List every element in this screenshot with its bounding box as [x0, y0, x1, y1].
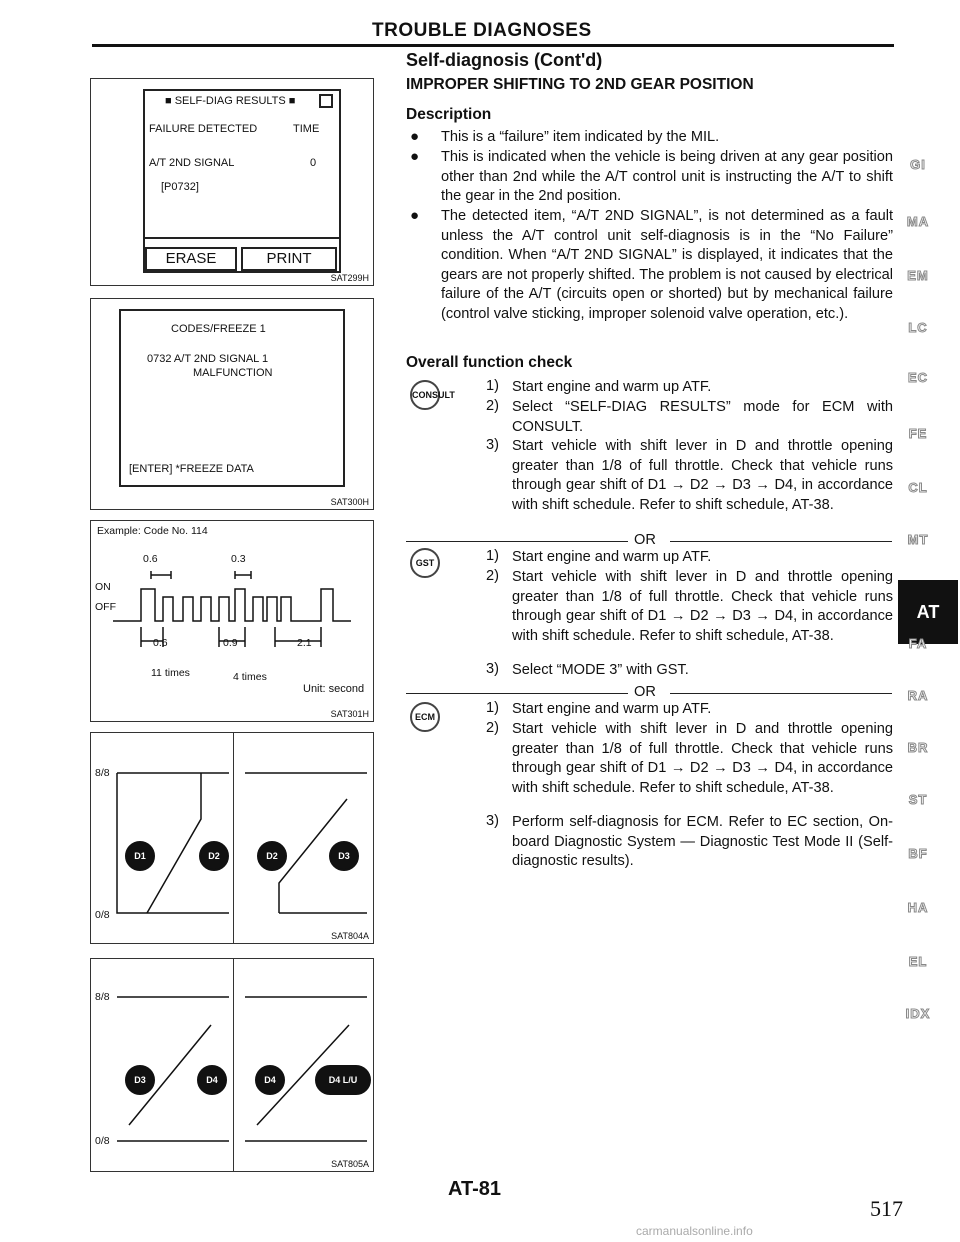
tab-bf[interactable]: BF [908, 846, 928, 861]
unit-label: Unit: second [303, 683, 365, 695]
description-bullet-3: The detected item, “A/T 2ND SIGNAL”, is not determined as a fault unless the A/T control unit self-diagnosis is in the “No Failure” condition. When “A/T 2ND SIGNAL” is displayed, it indicates that the gears are not properly shifted. The problem is not caused by electrical failure of the A/T (circuits open or shorted) but by mechanical failure (control valve sticking, improper solenoid valve operation, etc.). [441, 208, 893, 322]
gear-d4-badge-b: D4 [255, 1065, 285, 1095]
g1-step-2: Select “SELF-DIAG RESULTS” mode for ECM with CONSULT. [512, 399, 893, 435]
time-2-1: 2.1 [297, 637, 312, 649]
figure-ref-code: SAT301H [330, 709, 369, 719]
off-label: OFF [95, 601, 116, 613]
codes-freeze-title: CODES/FREEZE 1 [171, 323, 266, 335]
tab-em[interactable]: EM [907, 268, 929, 283]
example-title: Example: Code No. 114 [97, 525, 208, 537]
gear-d4-lu-badge: D4 L/U [315, 1065, 371, 1095]
throttle-bottom-label: 0/8 [95, 1135, 110, 1147]
g1-step-3: Start vehicle with shift lever in D and throttle opening greater than 1/8 of full throttle. Check that vehicle runs through gear shift of D1 → D2 → D3 → D4, in accordance with shift schedule. Refer to shift schedule, AT-38. [512, 438, 893, 513]
step-number: 3) [486, 813, 499, 829]
gear-d2-badge-b: D2 [257, 841, 287, 871]
description-bullet-1: This is a “failure” item indicated by the MIL. [441, 129, 720, 145]
section-subtitle: IMPROPER SHIFTING TO 2ND GEAR POSITION [406, 76, 754, 93]
step-number: 1) [486, 700, 499, 716]
tab-el[interactable]: EL [908, 954, 928, 969]
figure-mil-code-pattern [90, 520, 374, 722]
tab-lc[interactable]: LC [908, 320, 928, 335]
step-number: 2) [486, 398, 499, 414]
g2-step-1: Start engine and warm up ATF. [512, 549, 712, 565]
tab-mt[interactable]: MT [907, 532, 929, 547]
freeze-footer: [ENTER] *FREEZE DATA [129, 463, 254, 475]
tab-ra[interactable]: RA [907, 688, 929, 703]
tab-ec[interactable]: EC [907, 370, 929, 385]
step-number: 1) [486, 548, 499, 564]
figure-ref-code: SAT300H [330, 497, 369, 507]
checkbox-icon [319, 94, 333, 108]
figure-shift-d3-d4 [90, 958, 374, 1172]
figure-self-diag-results [90, 78, 374, 286]
tab-gi[interactable]: GI [910, 157, 926, 172]
consult-icon: CONSULT [410, 380, 440, 410]
tab-ha[interactable]: HA [907, 900, 929, 915]
throttle-top-label: 8/8 [95, 767, 110, 779]
time-0-9: 0.9 [223, 637, 238, 649]
bullet-dot: ● [410, 148, 420, 165]
or-divider-right [670, 693, 892, 694]
pulse-waveform [111, 567, 371, 657]
dtc-code: [P0732] [161, 181, 199, 193]
screen-title: ■ SELF-DIAG RESULTS ■ [165, 95, 296, 107]
gear-d2-badge: D2 [199, 841, 229, 871]
section-title: Self-diagnosis (Cont'd) [406, 50, 603, 70]
figure-ref-code: SAT804A [331, 931, 369, 941]
malfunction-label: MALFUNCTION [193, 367, 273, 379]
or-divider-right [670, 541, 892, 542]
g3-step-2: Start vehicle with shift lever in D and throttle opening greater than 1/8 of full throttle. Check that vehicle runs through gear shift of D1 → D2 → D3 → D4, in accordance with shift schedule. Refer to shift schedule, AT-38. [512, 721, 893, 796]
tab-fe[interactable]: FE [908, 426, 928, 441]
step-number: 2) [486, 720, 499, 736]
gst-icon: GST [410, 548, 440, 578]
throttle-bottom-label: 0/8 [95, 909, 110, 921]
step-number: 3) [486, 437, 499, 453]
time-label: TIME [293, 123, 320, 135]
description-heading: Description [406, 106, 492, 123]
header-rule [92, 44, 894, 47]
tab-idx[interactable]: IDX [905, 1006, 931, 1021]
gear-d4-badge: D4 [197, 1065, 227, 1095]
tab-at-active[interactable]: AT [898, 580, 958, 644]
step-number: 3) [486, 661, 499, 677]
page-number: 517 [870, 1196, 903, 1221]
item-label: A/T 2ND SIGNAL [149, 157, 235, 169]
g3-step-1: Start engine and warm up ATF. [512, 701, 712, 717]
erase-button[interactable]: ERASE [145, 247, 237, 271]
on-label: ON [95, 581, 111, 593]
time-0-6-top: 0.6 [143, 553, 158, 565]
gst-screen [119, 309, 345, 487]
step-number: 2) [486, 568, 499, 584]
tab-br[interactable]: BR [907, 740, 929, 755]
step-number: 1) [486, 378, 499, 394]
page-header-title: TROUBLE DIAGNOSES [372, 20, 592, 41]
or-label: OR [634, 532, 656, 548]
description-bullet-2: This is indicated when the vehicle is being driven at any gear position other than 2nd while the A/T control unit is instructing the A/T to shift the gear in the 2nd position. [441, 149, 893, 204]
consult-screen [143, 89, 341, 273]
times-11-label: 11 times [151, 667, 190, 679]
print-button[interactable]: PRINT [241, 247, 337, 271]
or-divider-left [406, 693, 628, 694]
gear-d3-badge: D3 [329, 841, 359, 871]
failure-detected-label: FAILURE DETECTED [149, 123, 258, 135]
g1-step-1: Start engine and warm up ATF. [512, 379, 712, 395]
time-value: 0 [310, 157, 317, 169]
times-4-label: 4 times [233, 671, 267, 683]
g2-step-2: Start vehicle with shift lever in D and throttle opening greater than 1/8 of full throttle. Check that vehicle runs through gear shift of D1 → D2 → D3 → D4, in accordance with shift schedule. Refer to shift schedule, AT-38. [512, 569, 893, 644]
time-0-3-top: 0.3 [231, 553, 246, 565]
ecm-icon: ECM [410, 702, 440, 732]
or-divider-left [406, 541, 628, 542]
figure-ref-code: SAT299H [330, 273, 369, 283]
or-label: OR [634, 684, 656, 700]
tab-cl[interactable]: CL [908, 480, 928, 495]
tab-st[interactable]: ST [908, 792, 928, 807]
bullet-dot: ● [410, 128, 420, 145]
site-watermark: carmanualsonline.info [636, 1224, 753, 1238]
figure-codes-freeze [90, 298, 374, 510]
code-line: 0732 A/T 2ND SIGNAL 1 [147, 353, 269, 365]
screen-divider [145, 237, 339, 239]
figure-shift-d1-d3 [90, 732, 374, 944]
tab-ma[interactable]: MA [906, 214, 930, 229]
bullet-dot: ● [410, 207, 420, 224]
gear-d3-badge: D3 [125, 1065, 155, 1095]
shift-lines-1 [91, 733, 375, 943]
gear-d1-badge: D1 [125, 841, 155, 871]
page-code: AT-81 [448, 1178, 501, 1200]
overall-check-heading: Overall function check [406, 354, 573, 371]
time-0-6-bottom: 0.6 [153, 637, 168, 649]
tab-fa[interactable]: FA [908, 636, 928, 651]
figure-ref-code: SAT805A [331, 1159, 369, 1169]
g2-step-3: Select “MODE 3” with GST. [512, 662, 689, 678]
throttle-top-label: 8/8 [95, 991, 110, 1003]
g3-step-3: Perform self-diagnosis for ECM. Refer to EC section, On-board Diagnostic System — Diagnostic Test Mode II (Self-diagnostic results). [512, 814, 893, 869]
